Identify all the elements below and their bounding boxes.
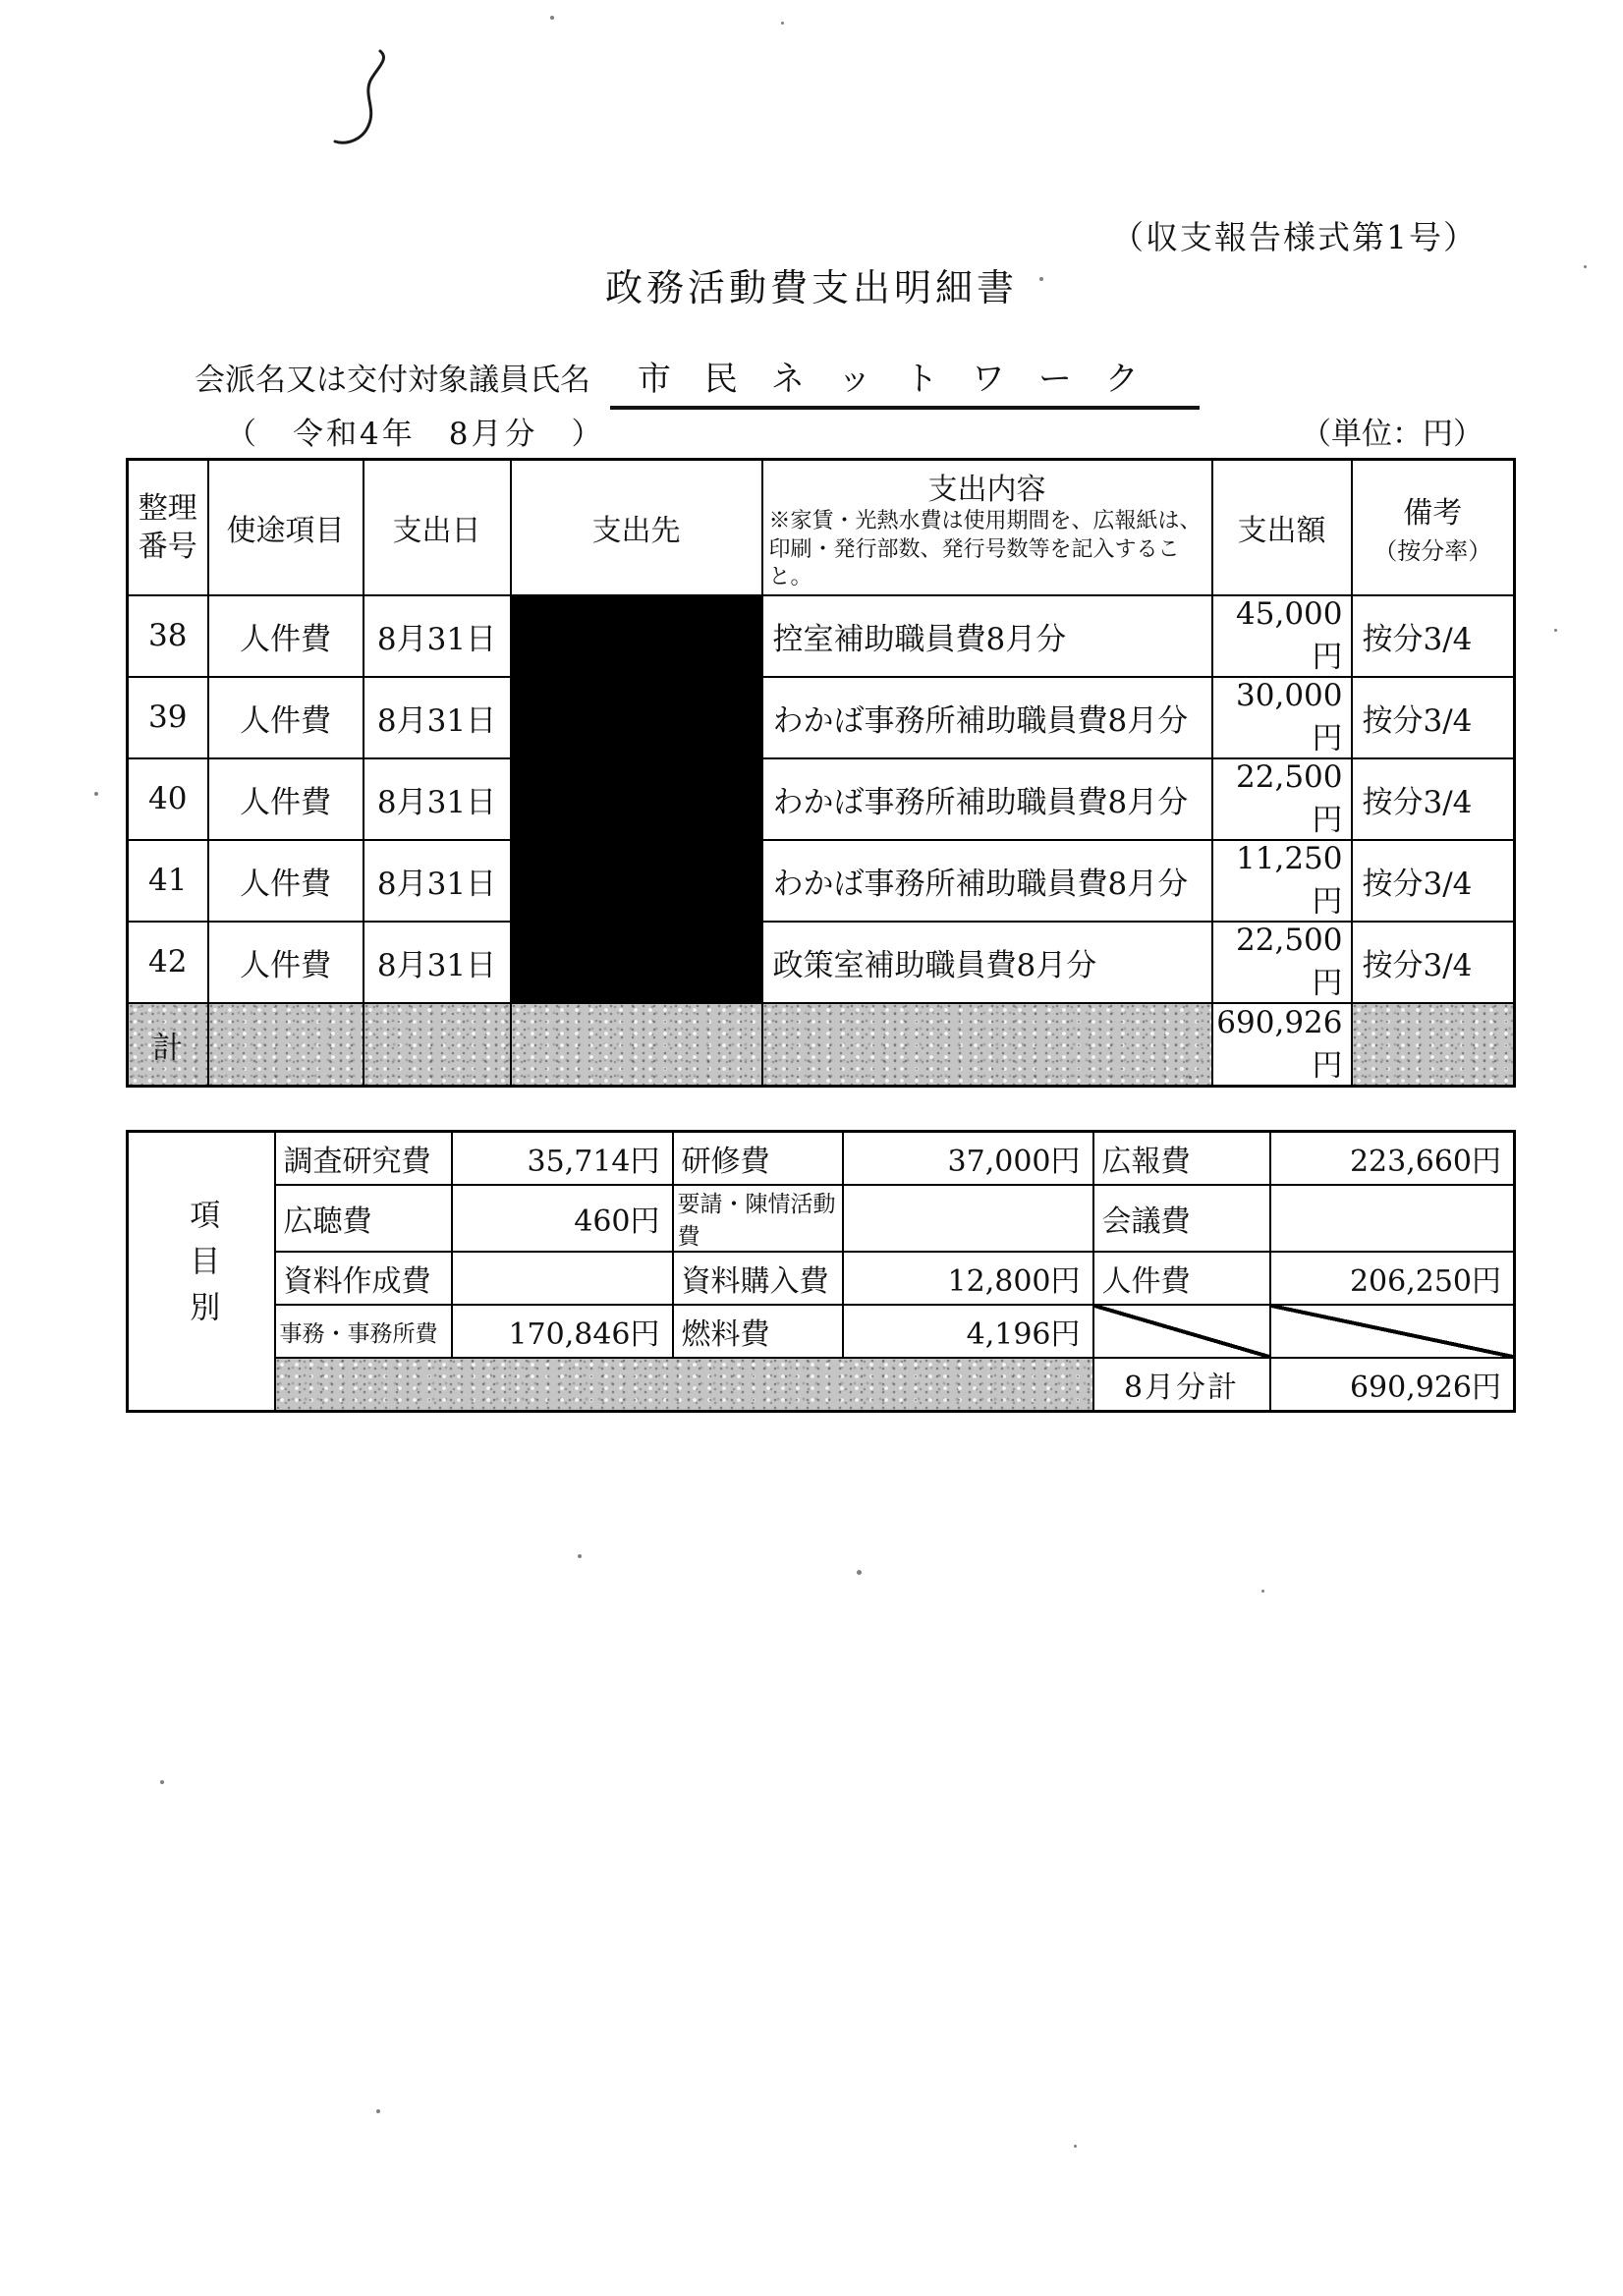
slashed-cell: [1093, 1305, 1270, 1358]
cat-label: 広報費: [1093, 1132, 1270, 1186]
category-row: [128, 1252, 1515, 1305]
cat-value: 206,250円: [1270, 1252, 1515, 1305]
redacted-payee: [511, 595, 762, 677]
cat-label: 資料作成費: [275, 1252, 452, 1305]
grayed-cell: [364, 1003, 511, 1087]
cat-label: 燃料費: [673, 1305, 843, 1358]
scan-speck: [1261, 1590, 1264, 1593]
cat-label: 調査研究費: [275, 1132, 452, 1186]
header-description: [762, 460, 1212, 595]
cell-date: 8月31日: [364, 595, 511, 677]
report-period: （ 令和4年 8月分 ）: [226, 417, 605, 452]
scan-speck: [1554, 629, 1557, 632]
scan-speck: [578, 1554, 582, 1558]
cat-label: 広聴費: [275, 1185, 452, 1252]
cell-category: 人件費: [208, 595, 364, 677]
cell-date: 8月31日: [364, 677, 511, 758]
page-title: 政務活動費支出明細書: [604, 266, 1018, 309]
redacted-payee: [511, 758, 762, 840]
header-date: 支出日: [364, 460, 511, 595]
expense-row: [128, 840, 1515, 922]
category-side-label-cell: [128, 1132, 275, 1412]
cat-value: 4,196円: [843, 1305, 1093, 1358]
faction-name-line: [195, 352, 1275, 410]
scan-speck: [550, 16, 554, 20]
category-table: [126, 1130, 1516, 1413]
cell-amount: 11,250円: [1212, 840, 1352, 922]
expense-table-header: [128, 460, 1515, 595]
cell-note: 按分3/4: [1352, 840, 1515, 922]
cell-description: わかば事務所補助職員費8月分: [762, 840, 1212, 922]
cat-value: [452, 1252, 673, 1305]
redacted-payee: [511, 677, 762, 758]
cell-description: わかば事務所補助職員費8月分: [762, 677, 1212, 758]
expense-table: [126, 458, 1516, 1088]
faction-name-value: 市民ネットワーク: [610, 352, 1200, 410]
grayed-cell: [1352, 1003, 1515, 1087]
cat-value: 35,714円: [452, 1132, 673, 1186]
form-number: （収支報告様式第1号）: [1111, 218, 1478, 256]
scan-speck: [1584, 265, 1587, 268]
cat-value: 223,660円: [1270, 1132, 1515, 1186]
expense-row: [128, 595, 1515, 677]
cat-value: 37,000円: [843, 1132, 1093, 1186]
category-row: [128, 1305, 1515, 1358]
slashed-cell: [1270, 1305, 1515, 1358]
expense-row: [128, 922, 1515, 1003]
cell-category: 人件費: [208, 677, 364, 758]
cell-description: 政策室補助職員費8月分: [762, 922, 1212, 1003]
cell-note: 按分3/4: [1352, 595, 1515, 677]
scan-speck: [160, 1780, 164, 1784]
cat-value: 12,800円: [843, 1252, 1093, 1305]
cell-no: 39: [128, 677, 208, 758]
cat-label: 研修費: [673, 1132, 843, 1186]
header-description-title: 支出内容: [927, 473, 1046, 507]
cell-category: 人件費: [208, 922, 364, 1003]
cell-category: 人件費: [208, 758, 364, 840]
cell-no: 40: [128, 758, 208, 840]
cell-no: 38: [128, 595, 208, 677]
cell-note: 按分3/4: [1352, 758, 1515, 840]
cat-value: [1270, 1185, 1515, 1252]
scan-speck: [857, 1570, 862, 1575]
scan-speck: [94, 792, 98, 796]
scan-speck: [376, 2109, 380, 2113]
grayed-cell: [762, 1003, 1212, 1087]
header-description-note: ※家賃・光熱水費は使用期間を、広報紙は、印刷・発行部数、発行号数等を記入すること。: [768, 509, 1202, 590]
category-side-label: 項目別: [184, 1198, 220, 1337]
month-total-label: 8月分計: [1093, 1358, 1270, 1412]
category-total-row: [128, 1358, 1515, 1412]
expense-row: [128, 677, 1515, 758]
cell-date: 8月31日: [364, 840, 511, 922]
cell-date: 8月31日: [364, 758, 511, 840]
cat-value: 170,846円: [452, 1305, 673, 1358]
month-total-amount: 690,926円: [1270, 1358, 1515, 1412]
header-amount: 支出額: [1212, 460, 1352, 595]
header-note-sub: （按分率）: [1373, 537, 1492, 566]
header-note-title: 備考: [1403, 496, 1463, 532]
cell-description: 控室補助職員費8月分: [762, 595, 1212, 677]
cell-description: わかば事務所補助職員費8月分: [762, 758, 1212, 840]
handwritten-mark: [319, 39, 418, 167]
grayed-cell: [275, 1358, 1093, 1412]
unit-note: （単位：円）: [1301, 417, 1483, 452]
faction-name-label: 会派名又は交付対象議員氏名: [195, 363, 590, 398]
cell-category: 人件費: [208, 840, 364, 922]
cat-value: [843, 1185, 1093, 1252]
category-row: [128, 1185, 1515, 1252]
cell-date: 8月31日: [364, 922, 511, 1003]
cat-value: 460円: [452, 1185, 673, 1252]
cell-note: 按分3/4: [1352, 677, 1515, 758]
grayed-cell: [208, 1003, 364, 1087]
cell-amount: 45,000円: [1212, 595, 1352, 677]
header-no: 整理番号: [128, 460, 208, 595]
cell-amount: 22,500円: [1212, 758, 1352, 840]
header-note: [1352, 460, 1515, 595]
header-payee: 支出先: [511, 460, 762, 595]
cell-amount: 30,000円: [1212, 677, 1352, 758]
redacted-payee: [511, 922, 762, 1003]
cat-label: 事務・事務所費: [275, 1305, 452, 1358]
cell-no: 42: [128, 922, 208, 1003]
header-category: 使途項目: [208, 460, 364, 595]
cat-label: 要請・陳情活動費: [673, 1185, 843, 1252]
cell-no: 41: [128, 840, 208, 922]
scan-speck: [1074, 2145, 1077, 2148]
grayed-cell: [511, 1003, 762, 1087]
scan-speck: [1189, 1076, 1192, 1079]
cat-label: 資料購入費: [673, 1252, 843, 1305]
total-label: 計: [128, 1003, 208, 1087]
redacted-payee: [511, 840, 762, 922]
cell-amount: 22,500円: [1212, 922, 1352, 1003]
cat-label: 会議費: [1093, 1185, 1270, 1252]
category-row: [128, 1132, 1515, 1186]
cat-label: 人件費: [1093, 1252, 1270, 1305]
expense-total-row: [128, 1003, 1515, 1087]
expense-row: [128, 758, 1515, 840]
cell-note: 按分3/4: [1352, 922, 1515, 1003]
total-amount: 690,926円: [1212, 1003, 1352, 1087]
scan-speck: [781, 22, 784, 25]
scan-speck: [1039, 277, 1043, 281]
